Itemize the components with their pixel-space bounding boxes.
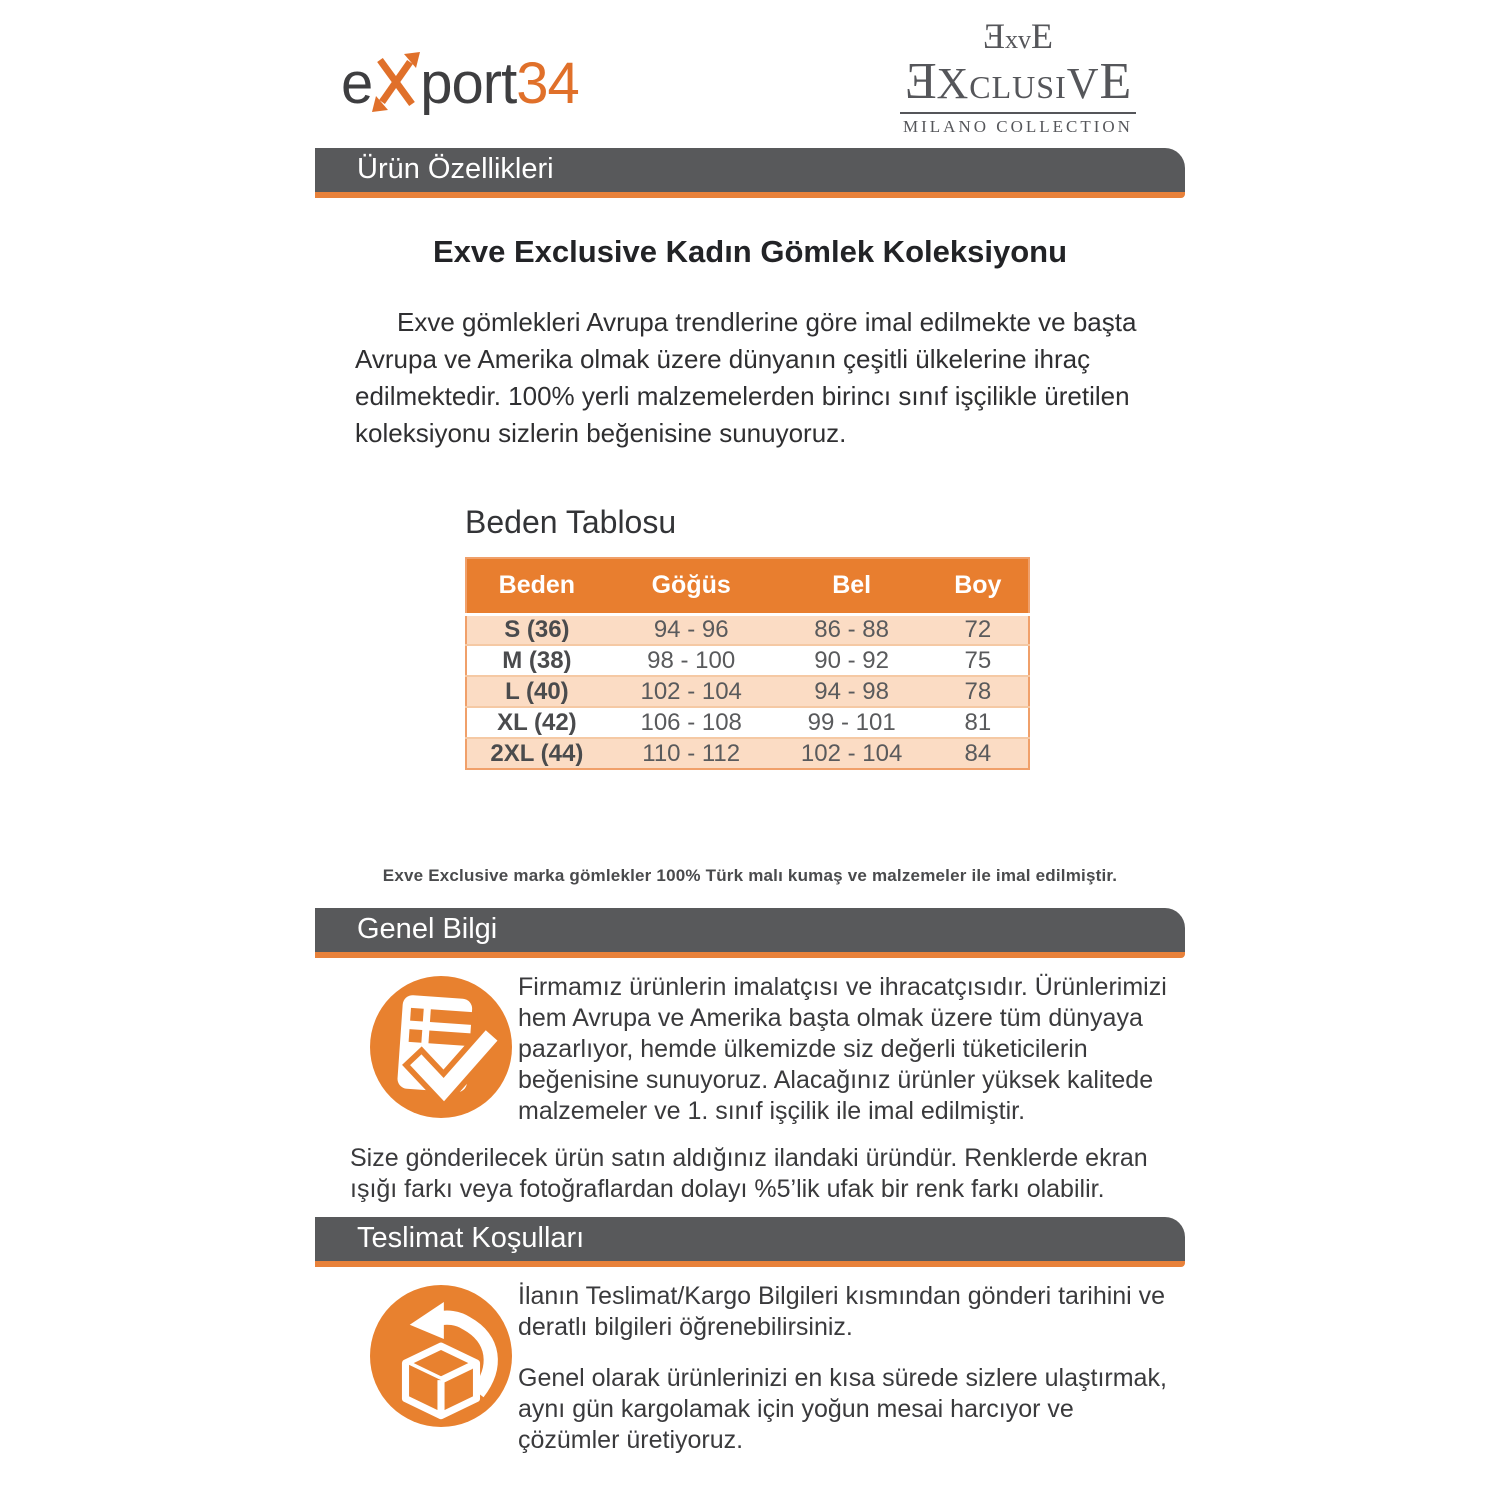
collection-title: Exve Exclusive Kadın Gömlek Koleksiyonu [432, 234, 1068, 269]
exve-logo-subtitle: MILANO COLLECTION [903, 117, 1133, 136]
delivery-paragraphs [518, 1281, 1168, 1456]
intro-paragraph: Exve gömlekleri Avrupa trendlerine göre imal edilmekte ve başta Avrupa ve Amerika olmak üzere dünyanın çeşitli ülkelerine ihraç edilmektedir. 100% yerli malzemelerden birincı sınıf işçilikle üretilen koleksiyonu sizlerin beğenisine sunuyoruz. [355, 307, 1137, 448]
table-row: 2XL (44) 110 - 112 102 - 104 84 [466, 738, 1029, 769]
section-bar-product-features: Ürün Özellikleri [315, 148, 1185, 198]
col-header-boy: Boy [928, 558, 1029, 614]
package-return-arrow-icon [370, 1285, 512, 1427]
table-row: M (38) 98 - 100 90 - 92 75 [466, 645, 1029, 676]
col-header-gogus: Göğüs [607, 558, 776, 614]
col-header-beden: Beden [466, 558, 607, 614]
size-table-title: Beden Tablosu [465, 504, 677, 540]
header-logos [315, 0, 1185, 148]
size-table [465, 557, 1030, 770]
section-bar-delivery-terms: Teslimat Koşulları [315, 1217, 1185, 1267]
size-table-header-row [466, 558, 1029, 614]
section-bar-general-info: Genel Bilgi [315, 908, 1185, 958]
document-checklist-check-icon [370, 976, 512, 1118]
table-row: S (36) 94 - 96 86 - 88 72 [466, 614, 1029, 645]
color-difference-paragraph: Size gönderilecek ürün satın aldığınız ilandaki üründür. Renklerde ekran ışığı farkı veya fotoğraflardan dolayı %5’lik ufak bir renk farkı olabilir. [350, 1144, 1148, 1203]
crossed-arrows-icon [370, 50, 422, 114]
exve-logo-main-line: EXCLUSIVE [863, 56, 1173, 114]
table-row: L (40) 102 - 104 94 - 98 78 [466, 676, 1029, 707]
delivery-info-row [315, 1281, 1185, 1456]
export34-logo-port: port [420, 51, 517, 116]
export34-logo-34: 34 [516, 51, 579, 116]
export34-logo [341, 50, 579, 117]
fabric-note: Exve Exclusive marka gömlekler 100% Türk malı kumaş ve malzemeler ile imal edilmiştir. [382, 866, 1118, 885]
exve-logo-top-line: ExvE [983, 16, 1053, 56]
col-header-bel: Bel [776, 558, 928, 614]
general-info-paragraph: Firmamız ürünlerin imalatçısı ve ihracatçısıdır. Ürünlerimizi hem Avrupa ve Amerika başta olmak üzere tüm dünyaya pazarlıyor, hemde ülkemizde siz değerli tüketicilerin beğenisine sunuyoruz. Alacağınız ürünler yüksek kalitede malzemeler ve 1. sınıf işçilik ile imal edilmiştir. [518, 973, 1167, 1125]
export34-logo-e: e [341, 51, 373, 116]
delivery-paragraph-1: İlanın Teslimat/Kargo Bilgileri kısmından gönderi tarihini ve deratlı bilgileri öğrenebilirsiniz. [518, 1282, 1166, 1341]
exve-exclusive-logo [863, 18, 1173, 135]
general-info-row [315, 972, 1185, 1127]
table-row: XL (42) 106 - 108 99 - 101 81 [466, 707, 1029, 738]
delivery-paragraph-2: Genel olarak ürünlerinizi en kısa sürede sizlere ulaştırmak, aynı gün kargolamak için yoğun mesai harcıyor ve çözümler üretiyoruz. [518, 1364, 1167, 1454]
